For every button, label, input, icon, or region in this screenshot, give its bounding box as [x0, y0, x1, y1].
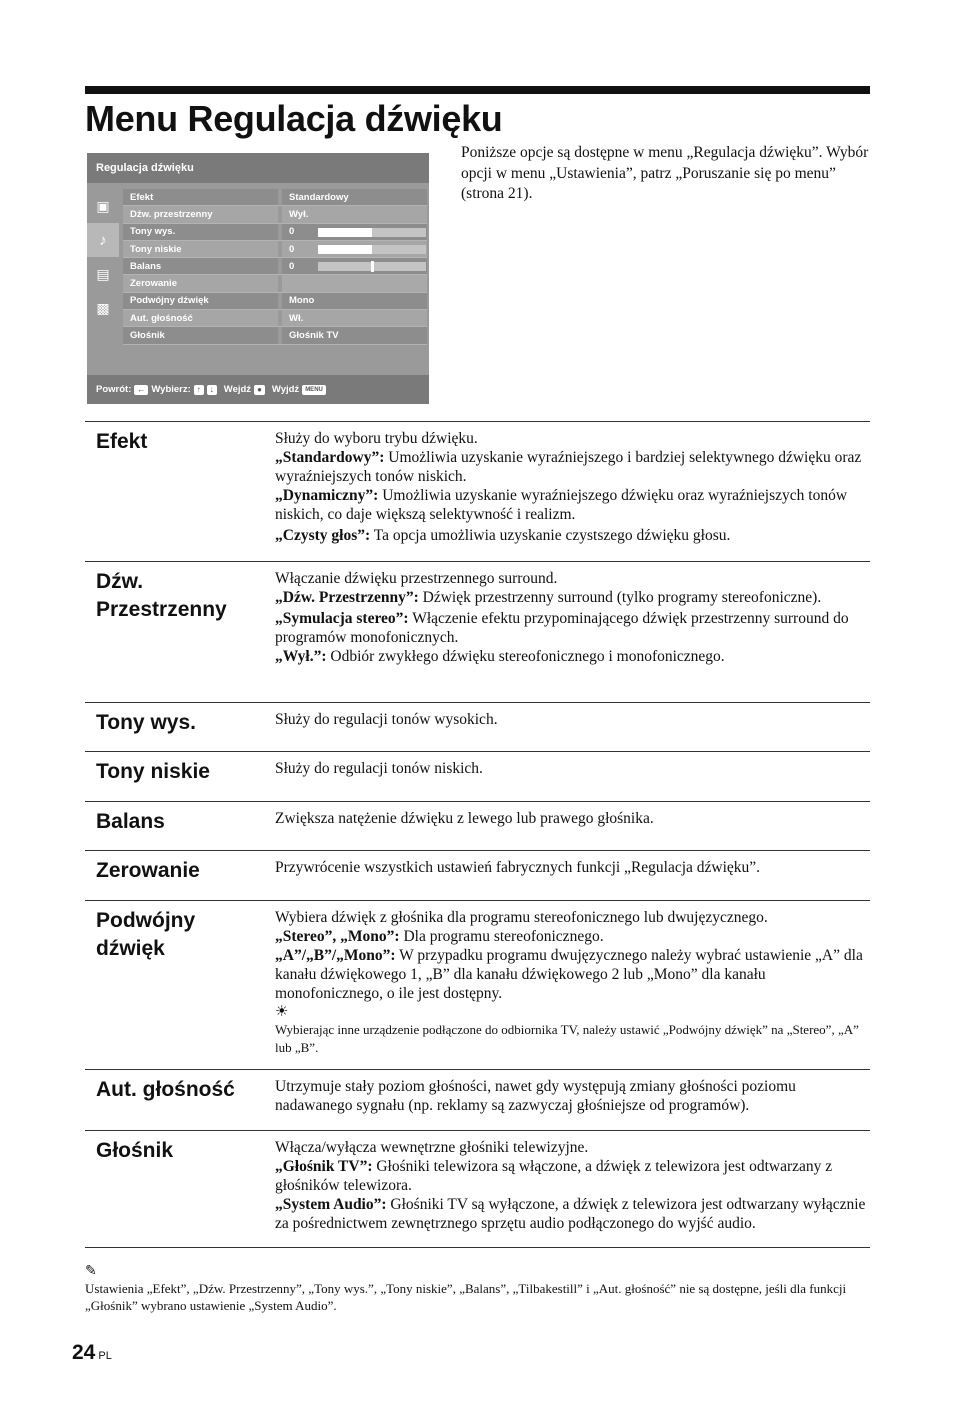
- option-name: „Standardowy”:: [275, 449, 385, 466]
- option-name: „Dźw. Przestrzenny”:: [275, 589, 419, 606]
- option-name: „A”/„B”/„Mono”:: [275, 947, 396, 964]
- osd-row-label: Tony wys.: [123, 224, 278, 240]
- footnote-text: Ustawienia „Efekt”, „Dźw. Przestrzenny”, „Tony wys.”, „Tony niskie”, „Balans”, „Tilbakestill” i „Aut. głośność” nie są dostępne, jeśli dla funkcji „Głośnik” wybrano ustawienie „System Audio”.: [85, 1281, 847, 1313]
- osd-row-balans: [123, 258, 427, 275]
- entry-description: [275, 901, 870, 1057]
- page-title: Menu Regulacja dźwięku: [85, 98, 503, 139]
- entry-balans: [85, 802, 870, 851]
- hint-text: Wybierając inne urządzenie podłączone do odbiornika TV, należy ustawić „Podwójny dźwięk” na „Stereo”, „A” lub „B”.: [275, 1022, 859, 1055]
- balance-marker: [371, 261, 374, 272]
- osd-row-value: Standardowy: [282, 189, 427, 205]
- option-name: „Symulacja stereo”:: [275, 610, 409, 627]
- osd-exit-label: Wyjdź: [271, 384, 300, 395]
- osd-row-label: Podwójny dźwięk: [123, 293, 278, 309]
- option-name: „System Audio”:: [275, 1196, 387, 1213]
- desc-option: [275, 946, 870, 1003]
- option-text: Ta opcja umożliwia uzyskanie czystszego dźwięku głosu.: [370, 527, 731, 544]
- osd-row-label: Balans: [123, 258, 278, 274]
- entry-term: Dźw. Przestrzenny: [96, 570, 227, 621]
- option-text: Umożliwia uzyskanie wyraźniejszego dźwięku oraz wyraźniejszych tonów niskich, co daje większą selektywność i realizm.: [275, 487, 848, 523]
- osd-row-label: Aut. głośność: [123, 310, 278, 326]
- intro-text: Poniższe opcje są dostępne w menu „Regulacja dźwięku”. Wybór opcji w menu „Ustawienia”, patrz „Poruszanie się po menu” (strona 21).: [461, 144, 869, 202]
- note-pencil-icon: ✎: [85, 1264, 97, 1279]
- osd-row-glosnik: [123, 327, 427, 344]
- page-language: PL: [98, 1350, 112, 1362]
- desc-line: Służy do regulacji tonów wysokich.: [275, 711, 498, 728]
- osd-row-value: [282, 275, 427, 291]
- desc-line: Utrzymuje stały poziom głośności, nawet gdy występują zmiany głośności poziomu nadawanego sygnału (np. reklamy są zazwyczaj głośniejsze od programów).: [275, 1078, 796, 1114]
- osd-footer: [87, 375, 429, 404]
- osd-row-value-slider: [282, 258, 427, 274]
- option-name: „Wył.”:: [275, 648, 327, 665]
- entry-term: Aut. głośność: [96, 1078, 235, 1101]
- lightbulb-icon: ☀: [275, 1004, 289, 1020]
- osd-row-label: Tony niskie: [123, 241, 278, 257]
- bass-level-fill: [318, 245, 372, 254]
- footnote: [85, 1263, 875, 1314]
- option-name: „Głośnik TV”:: [275, 1158, 373, 1175]
- osd-row-label: Zerowanie: [123, 275, 278, 291]
- desc-line: Wybiera dźwięk z głośnika dla programu stereofonicznego lub dwujęzycznego.: [275, 909, 768, 926]
- osd-row-value-slider: [282, 224, 427, 240]
- osd-row-label: Głośnik: [123, 327, 278, 343]
- page-number: [72, 1341, 112, 1365]
- desc-option: [275, 609, 870, 647]
- osd-row-label: Efekt: [123, 189, 278, 205]
- desc-option: [275, 1195, 870, 1233]
- option-text: Głośniki TV są wyłączone, a dźwięk z telewizora jest odtwarzany wyłącznie za pośrednictwem zewnętrznego sprzętu audio podłączonego do wyjść audio.: [275, 1196, 866, 1232]
- osd-title: Regulacja dźwięku: [96, 162, 194, 174]
- entry-term: Podwójny dźwięk: [96, 909, 196, 960]
- osd-category-icons: [87, 189, 119, 325]
- desc-option: [275, 588, 870, 607]
- osd-row-efekt: [123, 189, 427, 206]
- osd-row-label: Dźw. przestrzenny: [123, 206, 278, 222]
- settings-definitions: [85, 421, 870, 1248]
- desc-option: [275, 448, 870, 486]
- osd-row-value: Mono: [282, 293, 427, 309]
- toolbox-icon: ▩: [96, 299, 110, 316]
- desc-option: [275, 1157, 870, 1195]
- osd-menu-list: [123, 189, 427, 345]
- desc-line: Zwiększa natężenie dźwięku z lewego lub prawego głośnika.: [275, 810, 654, 827]
- desc-line: Włączanie dźwięku przestrzennego surround.: [275, 570, 558, 587]
- option-text: Dźwięk przestrzenny surround (tylko programy stereofoniczne).: [418, 589, 822, 606]
- osd-select-label: Wybierz:: [151, 384, 191, 395]
- picture-icon: ▣: [96, 197, 110, 214]
- option-text: Umożliwia uzyskanie wyraźniejszego i bardziej selektywnego dźwięku oraz wyraźniejszych tonów niskich.: [275, 449, 862, 485]
- menu-key-icon: MENU: [302, 385, 326, 395]
- option-text: Odbiór zwykłego dźwięku stereofonicznego i monofonicznego.: [326, 648, 725, 665]
- osd-row-tony-wys: [123, 224, 427, 241]
- option-text: Włączenie efektu przypominającego dźwięk przestrzenny surround do programów monofonicznych.: [275, 610, 849, 646]
- entry-efekt: [85, 422, 870, 562]
- entry-term: Efekt: [96, 430, 148, 453]
- entry-description: [275, 752, 870, 778]
- treble-level-fill: [318, 228, 372, 237]
- option-name: „Czysty głos”:: [275, 527, 371, 544]
- osd-back-label: Powrót:: [96, 384, 132, 395]
- osd-row-value: Wł.: [282, 310, 427, 326]
- desc-line: Przywrócenie wszystkich ustawień fabrycznych funkcji „Regulacja dźwięku”.: [275, 859, 761, 876]
- settings-list-icon: ▤: [96, 265, 110, 282]
- osd-row-value: 0: [289, 243, 295, 255]
- osd-row-tony-niskie: [123, 241, 427, 258]
- osd-row-dzw-przestrzenny: [123, 206, 427, 223]
- option-name: „Stereo”, „Mono”:: [275, 928, 400, 945]
- desc-line: Służy do wyboru trybu dźwięku.: [275, 430, 478, 447]
- entry-glosnik: [85, 1131, 870, 1248]
- option-text: W przypadku programu dwujęzycznego należy wybrać ustawienie „A” dla kanału dźwiękowego 1, „B” dla kanału dźwiękowego 2 lub „Mono” dla kanału monofonicznego, o ile jest dostępny.: [275, 947, 863, 1002]
- desc-option: [275, 526, 870, 545]
- entry-description: [275, 1070, 870, 1115]
- entry-description: [275, 562, 870, 666]
- bass-level-bar: [318, 245, 426, 254]
- balance-bar: [318, 262, 426, 271]
- osd-row-aut-glosnosc: [123, 310, 427, 327]
- back-arrow-icon: ←: [134, 385, 148, 395]
- entry-podwojny-dzwiek: [85, 901, 870, 1070]
- osd-row-value-slider: [282, 241, 427, 257]
- entry-description: [275, 802, 870, 828]
- desc-option: [275, 647, 870, 666]
- treble-level-bar: [318, 228, 426, 237]
- enter-key-icon: ●: [254, 385, 265, 395]
- entry-tony-wys: [85, 703, 870, 752]
- desc-option: [275, 927, 870, 946]
- option-name: „Dynamiczny”:: [275, 487, 379, 504]
- option-text: Głośniki telewizora są włączone, a dźwięk z telewizora jest odtwarzany z głośników telewizora.: [275, 1158, 833, 1194]
- entry-dzw-przestrzenny: [85, 562, 870, 703]
- entry-term: Zerowanie: [96, 859, 200, 882]
- entry-description: [275, 851, 870, 877]
- osd-row-value: Wył.: [282, 206, 427, 222]
- sound-settings-osd: [87, 153, 429, 404]
- osd-row-value: 0: [289, 260, 295, 272]
- option-text: Dla programu stereofonicznego.: [399, 928, 604, 945]
- down-arrow-icon: ↓: [207, 385, 217, 395]
- entry-description: [275, 1131, 870, 1233]
- osd-enter-label: Wejdź: [223, 384, 252, 395]
- desc-option: [275, 486, 870, 524]
- osd-row-value: Głośnik TV: [282, 327, 427, 343]
- desc-line: Włącza/wyłącza wewnętrzne głośniki telewizyjne.: [275, 1139, 589, 1156]
- entry-description: [275, 422, 870, 545]
- page-number-value: 24: [72, 1341, 96, 1364]
- top-rule: [85, 86, 870, 94]
- osd-row-value: 0: [289, 226, 295, 238]
- osd-header: [87, 153, 429, 183]
- desc-line: Służy do regulacji tonów niskich.: [275, 760, 483, 777]
- entry-zerowanie: [85, 851, 870, 901]
- entry-term: Tony niskie: [96, 760, 210, 783]
- entry-description: [275, 703, 870, 729]
- entry-term: Głośnik: [96, 1139, 174, 1162]
- entry-term: Tony wys.: [96, 711, 196, 734]
- music-note-icon: ♪: [87, 223, 119, 257]
- entry-aut-glosnosc: [85, 1070, 870, 1131]
- osd-row-podwojny-dzwiek: [123, 293, 427, 310]
- up-arrow-icon: ↑: [194, 385, 204, 395]
- osd-row-zerowanie: [123, 275, 427, 292]
- entry-tony-niskie: [85, 752, 870, 802]
- entry-term: Balans: [96, 810, 165, 833]
